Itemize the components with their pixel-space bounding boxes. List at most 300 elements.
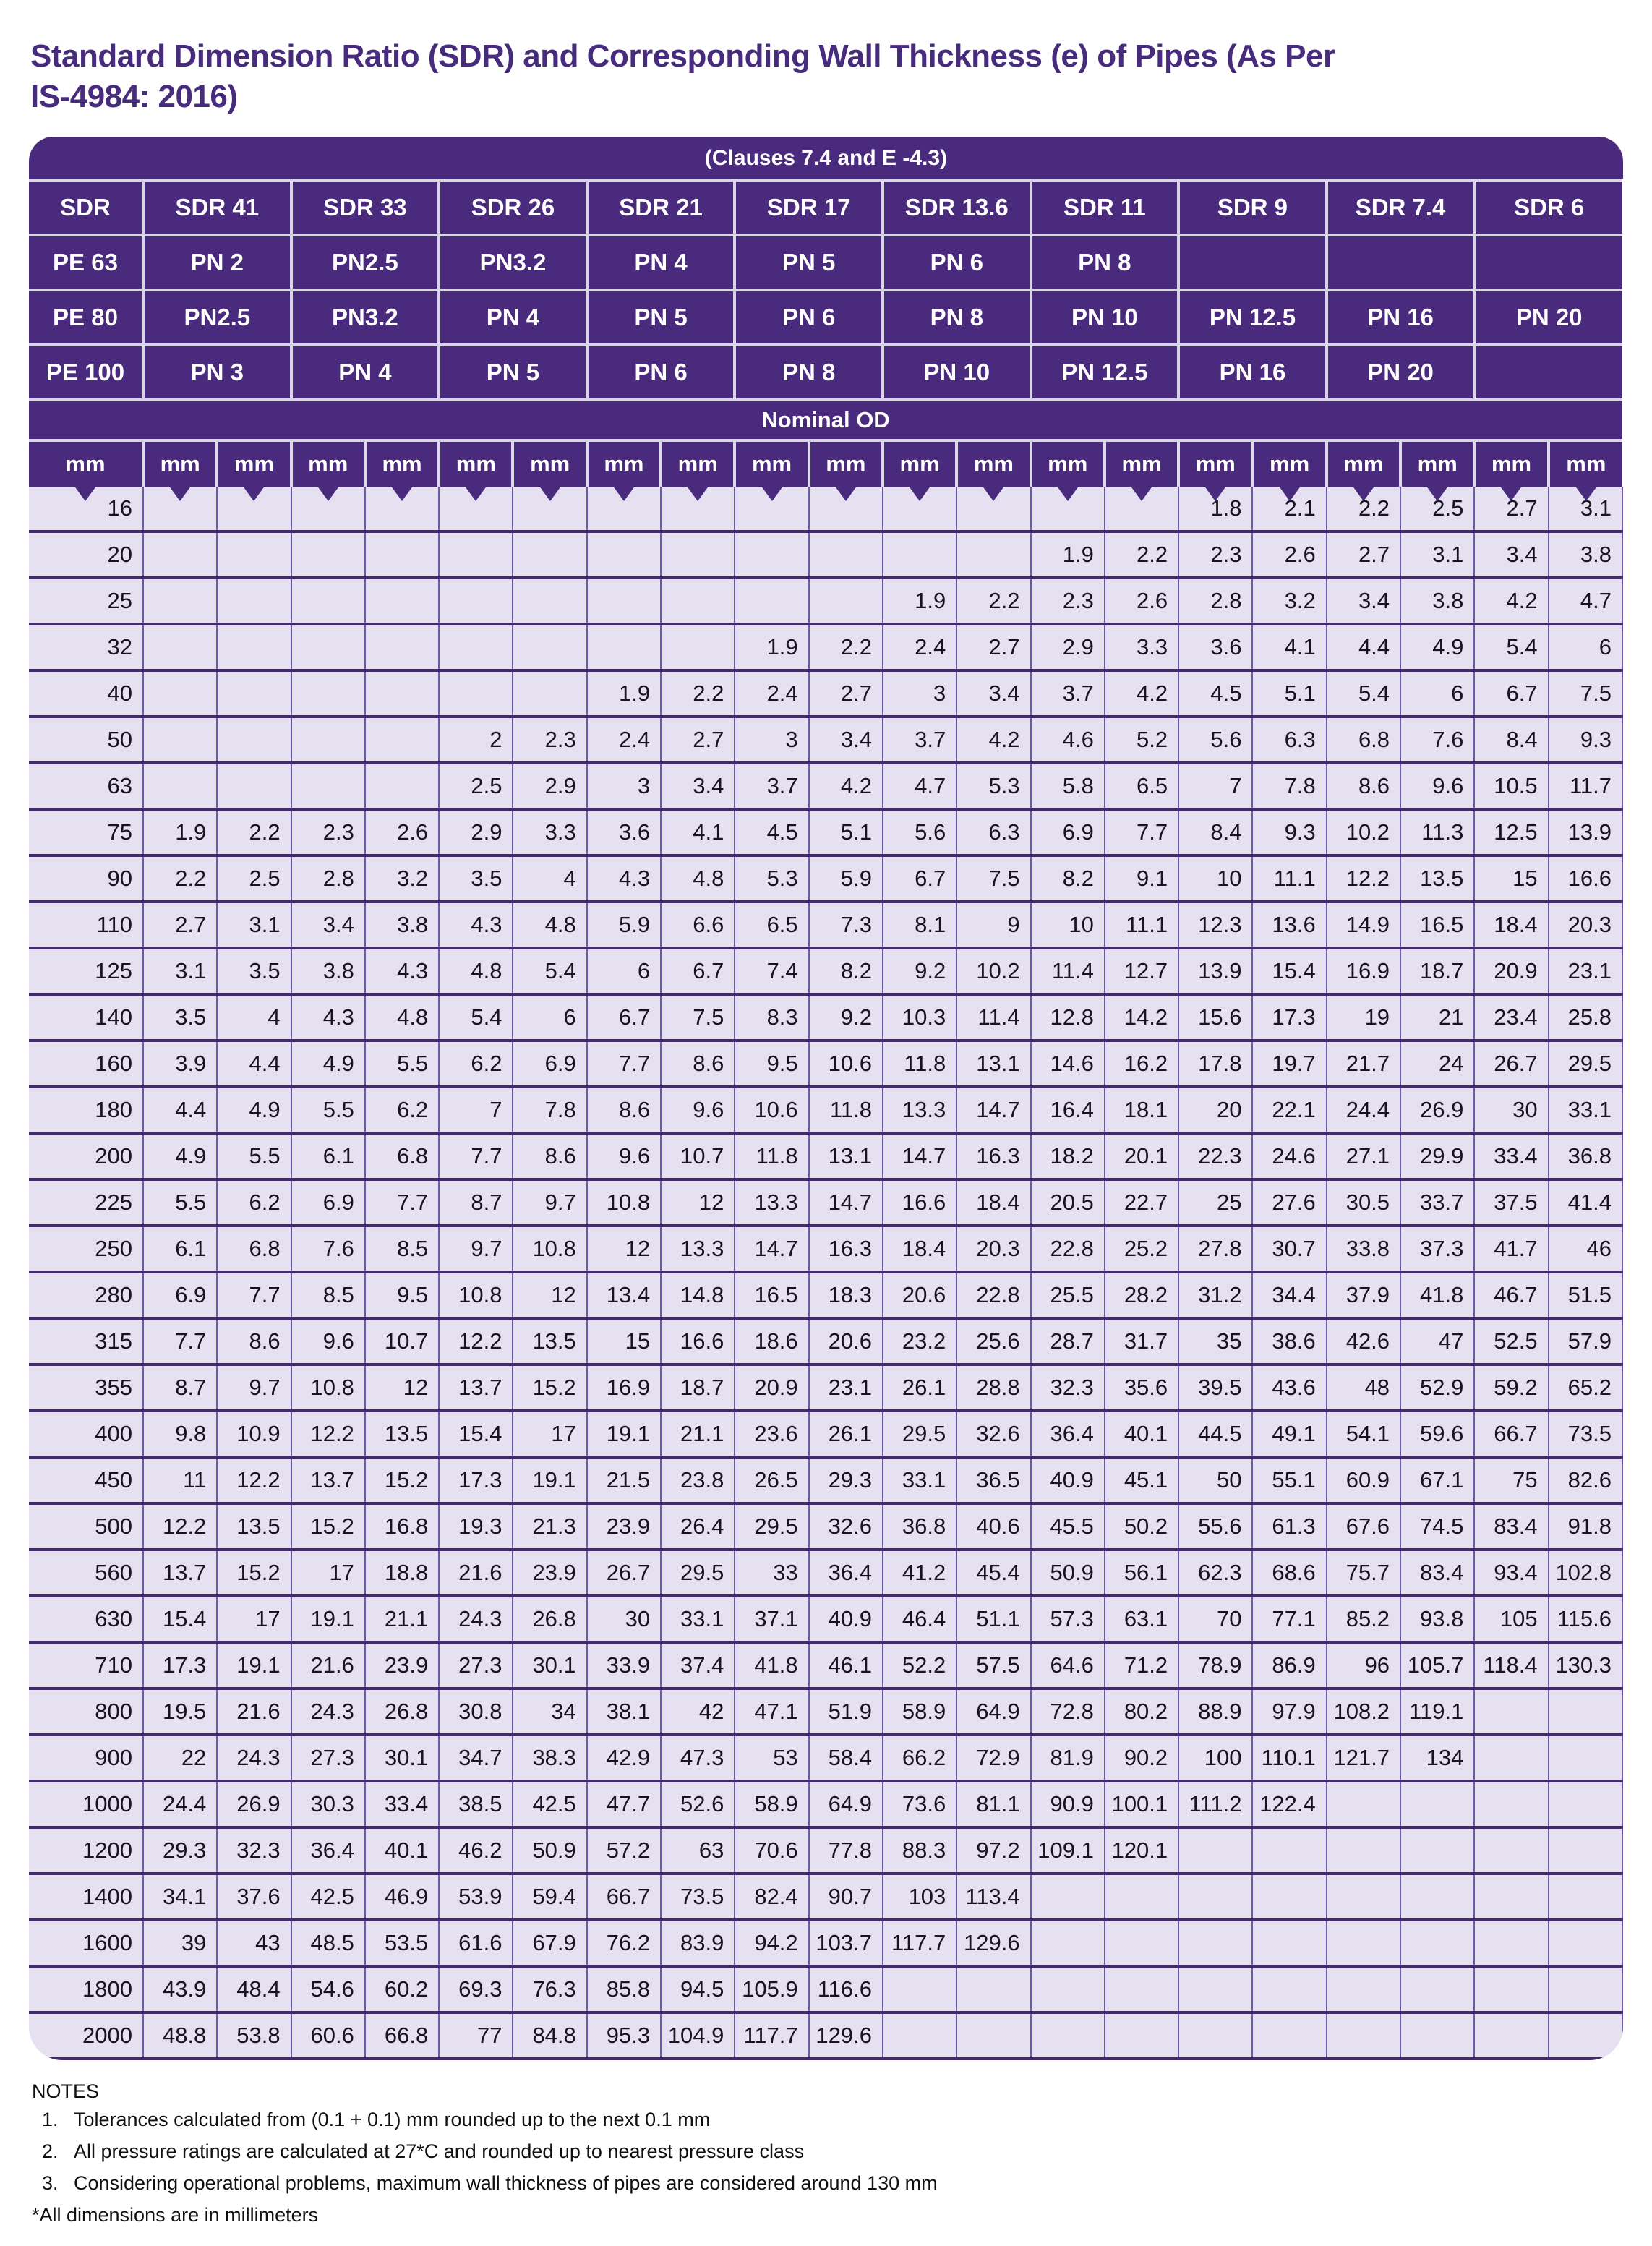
wall-thickness-cell: 16.3	[956, 1133, 1030, 1179]
wall-thickness-cell: 12	[661, 1179, 735, 1226]
wall-thickness-cell: 28.2	[1105, 1272, 1178, 1318]
wall-thickness-cell: 65.2	[1549, 1365, 1622, 1411]
wall-thickness-cell: 71.2	[1105, 1642, 1178, 1688]
arrow-down-icon	[242, 485, 265, 501]
wall-thickness-cell: 6.1	[291, 1133, 365, 1179]
wall-thickness-cell	[1549, 1966, 1622, 2012]
wall-thickness-cell	[217, 670, 291, 717]
wall-thickness-cell: 57.5	[956, 1642, 1030, 1688]
wall-thickness-cell	[1474, 1781, 1548, 1827]
pe-grade-label: PE 100	[29, 345, 143, 400]
wall-thickness-cell: 18.8	[365, 1550, 439, 1596]
wall-thickness-cell: 3.1	[143, 948, 217, 994]
wall-thickness-cell: 9.6	[291, 1318, 365, 1365]
wall-thickness-cell: 88.9	[1178, 1688, 1252, 1735]
wall-thickness-cell: 73.6	[883, 1781, 956, 1827]
wall-thickness-cell	[809, 578, 883, 624]
wall-thickness-cell: 1.9	[143, 809, 217, 855]
wall-thickness-cell: 24.3	[291, 1688, 365, 1735]
wall-thickness-cell	[1252, 1920, 1326, 1966]
wall-thickness-cell: 47	[1400, 1318, 1474, 1365]
wall-thickness-cell: 20.3	[1549, 902, 1622, 948]
wall-thickness-cell: 33.4	[365, 1781, 439, 1827]
wall-thickness-cell: 83.4	[1400, 1550, 1474, 1596]
wall-thickness-cell: 23.4	[1474, 994, 1548, 1041]
wall-thickness-cell: 3.2	[1252, 578, 1326, 624]
wall-thickness-cell: 109.1	[1031, 1827, 1105, 1874]
wall-thickness-cell: 52.6	[661, 1781, 735, 1827]
wall-thickness-cell: 15	[1474, 855, 1548, 902]
wall-thickness-cell: 66.8	[365, 2012, 439, 2059]
wall-thickness-cell: 6	[1549, 624, 1622, 670]
wall-thickness-cell: 48	[1327, 1365, 1400, 1411]
wall-thickness-cell: 19	[1327, 994, 1400, 1041]
wall-thickness-cell: 12.2	[217, 1457, 291, 1503]
wall-thickness-cell: 57.3	[1031, 1596, 1105, 1642]
wall-thickness-cell	[1178, 1827, 1252, 1874]
table-row	[29, 180, 1622, 235]
wall-thickness-cell: 6.8	[365, 1133, 439, 1179]
nominal-od-value: 2000	[29, 2012, 143, 2059]
wall-thickness-cell: 7.6	[291, 1226, 365, 1272]
wall-thickness-cell: 21.1	[365, 1596, 439, 1642]
wall-thickness-cell: 95.3	[587, 2012, 661, 2059]
wall-thickness-cell: 2.2	[217, 809, 291, 855]
wall-thickness-cell: 16.3	[809, 1226, 883, 1272]
wall-thickness-cell: 20.6	[809, 1318, 883, 1365]
wall-thickness-cell	[365, 578, 439, 624]
unit-cell	[291, 440, 365, 487]
unit-label: mm	[530, 451, 570, 477]
wall-thickness-cell: 24	[1400, 1041, 1474, 1087]
table-row	[29, 1642, 1622, 1688]
wall-thickness-cell: 45.4	[956, 1550, 1030, 1596]
wall-thickness-cell: 9.7	[513, 1179, 586, 1226]
wall-thickness-cell	[1474, 1920, 1548, 1966]
wall-thickness-cell: 115.6	[1549, 1596, 1622, 1642]
pe-grade-label: PE 80	[29, 290, 143, 345]
wall-thickness-cell: 3.7	[1031, 670, 1105, 717]
wall-thickness-cell: 57.9	[1549, 1318, 1622, 1365]
unit-cell	[956, 440, 1030, 487]
table-row	[29, 1827, 1622, 1874]
wall-thickness-cell	[513, 578, 586, 624]
wall-thickness-cell: 4.9	[291, 1041, 365, 1087]
wall-thickness-cell: 21.3	[513, 1503, 586, 1550]
wall-thickness-cell: 43	[217, 1920, 291, 1966]
wall-thickness-cell: 119.1	[1400, 1688, 1474, 1735]
wall-thickness-cell: 32.6	[956, 1411, 1030, 1457]
wall-thickness-cell: 3.7	[883, 717, 956, 763]
wall-thickness-cell: 12.2	[439, 1318, 513, 1365]
unit-label: mm	[1121, 451, 1162, 477]
wall-thickness-cell: 14.7	[735, 1226, 808, 1272]
wall-thickness-cell: 16.4	[1031, 1087, 1105, 1133]
wall-thickness-cell: 37.5	[1474, 1179, 1548, 1226]
wall-thickness-cell: 7.5	[661, 994, 735, 1041]
wall-thickness-cell: 12.8	[1031, 994, 1105, 1041]
nominal-od-value: 160	[29, 1041, 143, 1087]
wall-thickness-cell: 37.6	[217, 1874, 291, 1920]
wall-thickness-cell: 20.3	[956, 1226, 1030, 1272]
wall-thickness-cell	[1252, 1827, 1326, 1874]
wall-thickness-cell: 37.1	[735, 1596, 808, 1642]
pn-rating-cell: PN 2	[143, 235, 291, 290]
wall-thickness-cell	[661, 624, 735, 670]
wall-thickness-cell: 53.8	[217, 2012, 291, 2059]
wall-thickness-cell: 17.3	[439, 1457, 513, 1503]
wall-thickness-cell: 11.4	[956, 994, 1030, 1041]
unit-cell	[587, 440, 661, 487]
wall-thickness-cell: 29.5	[883, 1411, 956, 1457]
pn-rating-cell: PN2.5	[291, 235, 440, 290]
arrow-down-icon	[390, 485, 414, 501]
wall-thickness-cell: 35	[1178, 1318, 1252, 1365]
wall-thickness-cell: 10	[1031, 902, 1105, 948]
wall-thickness-cell	[1474, 1688, 1548, 1735]
wall-thickness-cell: 2.7	[661, 717, 735, 763]
wall-thickness-cell: 105	[1474, 1596, 1548, 1642]
wall-thickness-cell: 18.1	[1105, 1087, 1178, 1133]
wall-thickness-cell: 48.5	[291, 1920, 365, 1966]
wall-thickness-cell	[1327, 1781, 1400, 1827]
wall-thickness-cell: 33.1	[1549, 1087, 1622, 1133]
table-row	[29, 1874, 1622, 1920]
wall-thickness-cell: 5.3	[956, 763, 1030, 809]
wall-thickness-cell	[1400, 1874, 1474, 1920]
wall-thickness-cell: 27.6	[1252, 1179, 1326, 1226]
wall-thickness-cell	[1105, 1920, 1178, 1966]
arrow-down-icon	[1204, 485, 1227, 501]
wall-thickness-cell: 8.6	[587, 1087, 661, 1133]
wall-thickness-cell	[1178, 1920, 1252, 1966]
wall-thickness-cell	[365, 717, 439, 763]
unit-cell	[661, 440, 735, 487]
wall-thickness-cell: 7	[1178, 763, 1252, 809]
wall-thickness-cell: 6.9	[513, 1041, 586, 1087]
wall-thickness-cell: 29.5	[735, 1503, 808, 1550]
unit-cell	[883, 440, 956, 487]
wall-thickness-cell	[1105, 1874, 1178, 1920]
wall-thickness-cell: 12	[513, 1272, 586, 1318]
table-row	[29, 1966, 1622, 2012]
pn-rating-cell: PN 16	[1178, 345, 1327, 400]
wall-thickness-cell: 10.8	[291, 1365, 365, 1411]
wall-thickness-cell	[143, 624, 217, 670]
wall-thickness-cell: 102.8	[1549, 1550, 1622, 1596]
wall-thickness-cell: 14.7	[956, 1087, 1030, 1133]
table-row	[29, 1272, 1622, 1318]
wall-thickness-cell: 6.7	[587, 994, 661, 1041]
wall-thickness-cell: 2.3	[291, 809, 365, 855]
wall-thickness-cell: 17.8	[1178, 1041, 1252, 1087]
wall-thickness-cell: 13.1	[956, 1041, 1030, 1087]
wall-thickness-cell: 8.3	[735, 994, 808, 1041]
pn-rating-cell: PN 8	[735, 345, 883, 400]
wall-thickness-cell: 6.9	[1031, 809, 1105, 855]
wall-thickness-cell: 18.3	[809, 1272, 883, 1318]
unit-label: mm	[382, 451, 422, 477]
wall-thickness-cell: 5.9	[809, 855, 883, 902]
wall-thickness-cell: 97.9	[1252, 1688, 1326, 1735]
wall-thickness-cell: 4.1	[1252, 624, 1326, 670]
wall-thickness-cell: 61.6	[439, 1920, 513, 1966]
wall-thickness-cell: 26.7	[1474, 1041, 1548, 1087]
wall-thickness-cell: 37.3	[1400, 1226, 1474, 1272]
table-row	[29, 578, 1622, 624]
wall-thickness-cell: 6.8	[1327, 717, 1400, 763]
wall-thickness-cell: 40.9	[1031, 1457, 1105, 1503]
wall-thickness-cell: 55.6	[1178, 1503, 1252, 1550]
wall-thickness-cell: 73.5	[1549, 1411, 1622, 1457]
wall-thickness-cell: 5.5	[217, 1133, 291, 1179]
pn-rating-cell: PN 10	[1031, 290, 1179, 345]
wall-thickness-cell: 23.9	[513, 1550, 586, 1596]
wall-thickness-cell: 12	[365, 1365, 439, 1411]
pn-rating-cell: PN 20	[1474, 290, 1622, 345]
pn-rating-cell	[1474, 345, 1622, 400]
nominal-od-value: 355	[29, 1365, 143, 1411]
wall-thickness-cell: 8.6	[513, 1133, 586, 1179]
wall-thickness-cell: 4.3	[291, 994, 365, 1041]
wall-thickness-cell: 12.7	[1105, 948, 1178, 994]
wall-thickness-cell: 16.6	[661, 1318, 735, 1365]
pn-rating-cell: PN 12.5	[1031, 345, 1179, 400]
wall-thickness-cell: 72.9	[956, 1735, 1030, 1781]
wall-thickness-cell: 18.4	[883, 1226, 956, 1272]
wall-thickness-cell: 6	[513, 994, 586, 1041]
wall-thickness-cell: 30.5	[1327, 1179, 1400, 1226]
wall-thickness-cell: 22	[143, 1735, 217, 1781]
wall-thickness-cell: 5.5	[291, 1087, 365, 1133]
wall-thickness-cell: 52.2	[883, 1642, 956, 1688]
wall-thickness-cell: 2.2	[1105, 531, 1178, 578]
wall-thickness-cell: 36.5	[956, 1457, 1030, 1503]
wall-thickness-cell: 40.1	[1105, 1411, 1178, 1457]
wall-thickness-cell: 100.1	[1105, 1781, 1178, 1827]
wall-thickness-cell: 13.7	[291, 1457, 365, 1503]
wall-thickness-cell: 30.3	[291, 1781, 365, 1827]
wall-thickness-cell: 16.9	[1327, 948, 1400, 994]
wall-thickness-cell	[1252, 1966, 1326, 2012]
wall-thickness-cell: 8.7	[143, 1365, 217, 1411]
wall-thickness-cell: 3.4	[809, 717, 883, 763]
table-row	[29, 1920, 1622, 1966]
table-row	[29, 290, 1622, 345]
arrow-down-icon	[908, 485, 931, 501]
wall-thickness-cell: 3	[883, 670, 956, 717]
wall-thickness-cell: 41.2	[883, 1550, 956, 1596]
wall-thickness-cell: 43.9	[143, 1966, 217, 2012]
table-row	[29, 487, 1622, 531]
pn-rating-cell: PN 6	[883, 235, 1031, 290]
table-row	[29, 1688, 1622, 1735]
wall-thickness-cell: 11.7	[1549, 763, 1622, 809]
table-row	[29, 1550, 1622, 1596]
wall-thickness-cell: 5.5	[143, 1179, 217, 1226]
sdr-wall-thickness-table	[29, 179, 1623, 2060]
wall-thickness-cell: 129.6	[809, 2012, 883, 2059]
wall-thickness-cell: 7.5	[956, 855, 1030, 902]
wall-thickness-cell: 103	[883, 1874, 956, 1920]
wall-thickness-cell: 42.5	[513, 1781, 586, 1827]
wall-thickness-cell: 37.4	[661, 1642, 735, 1688]
wall-thickness-cell	[1327, 2012, 1400, 2059]
wall-thickness-cell: 17	[513, 1411, 586, 1457]
wall-thickness-cell: 103.7	[809, 1920, 883, 1966]
pn-rating-cell: PN 20	[1327, 345, 1475, 400]
unit-label: mm	[455, 451, 496, 477]
wall-thickness-cell: 5.8	[1031, 763, 1105, 809]
nominal-od-value: 800	[29, 1688, 143, 1735]
wall-thickness-cell: 20.1	[1105, 1133, 1178, 1179]
wall-thickness-cell	[1031, 1920, 1105, 1966]
nominal-od-value: 710	[29, 1642, 143, 1688]
wall-thickness-cell: 23.9	[365, 1642, 439, 1688]
unit-label: mm	[308, 451, 348, 477]
wall-thickness-cell: 2.2	[143, 855, 217, 902]
wall-thickness-cell: 67.6	[1327, 1503, 1400, 1550]
wall-thickness-cell: 2.4	[735, 670, 808, 717]
wall-thickness-cell: 40.9	[809, 1596, 883, 1642]
unit-cell	[1327, 440, 1400, 487]
wall-thickness-cell: 18.7	[1400, 948, 1474, 994]
wall-thickness-cell: 23.1	[809, 1365, 883, 1411]
wall-thickness-cell	[291, 578, 365, 624]
nominal-od-value: 400	[29, 1411, 143, 1457]
wall-thickness-cell: 48.4	[217, 1966, 291, 2012]
wall-thickness-cell: 16.5	[1400, 902, 1474, 948]
nominal-od-value: 25	[29, 578, 143, 624]
wall-thickness-cell: 8.6	[217, 1318, 291, 1365]
wall-thickness-cell: 27.3	[439, 1642, 513, 1688]
wall-thickness-cell	[1549, 1827, 1622, 1874]
wall-thickness-cell: 28.7	[1031, 1318, 1105, 1365]
wall-thickness-cell: 10.5	[1474, 763, 1548, 809]
wall-thickness-cell: 129.6	[956, 1920, 1030, 1966]
wall-thickness-cell	[1252, 1874, 1326, 1920]
wall-thickness-cell: 5.6	[883, 809, 956, 855]
wall-thickness-cell: 7.3	[809, 902, 883, 948]
unit-cell	[1252, 440, 1326, 487]
wall-thickness-cell: 14.7	[883, 1133, 956, 1179]
table-row	[29, 809, 1622, 855]
table-row	[29, 1133, 1622, 1179]
wall-thickness-cell: 2.7	[956, 624, 1030, 670]
pn-rating-cell: PN 8	[1031, 235, 1179, 290]
wall-thickness-cell: 100	[1178, 1735, 1252, 1781]
wall-thickness-cell: 10.8	[439, 1272, 513, 1318]
wall-thickness-cell: 36.4	[809, 1550, 883, 1596]
nominal-od-value: 180	[29, 1087, 143, 1133]
table-row	[29, 1226, 1622, 1272]
wall-thickness-cell: 46.1	[809, 1642, 883, 1688]
wall-thickness-cell: 77.1	[1252, 1596, 1326, 1642]
wall-thickness-cell: 15.2	[291, 1503, 365, 1550]
wall-thickness-cell: 10.8	[513, 1226, 586, 1272]
wall-thickness-cell: 26.7	[587, 1550, 661, 1596]
wall-thickness-cell: 36.8	[1549, 1133, 1622, 1179]
pn-rating-cell: PN 3	[143, 345, 291, 400]
wall-thickness-cell: 10.3	[883, 994, 956, 1041]
wall-thickness-cell: 8.6	[1327, 763, 1400, 809]
table-row	[29, 1365, 1622, 1411]
wall-thickness-cell: 4.3	[365, 948, 439, 994]
pn-rating-cell: PN 8	[883, 290, 1031, 345]
wall-thickness-cell: 66.7	[587, 1874, 661, 1920]
wall-thickness-cell	[217, 763, 291, 809]
wall-thickness-cell: 75	[1474, 1457, 1548, 1503]
wall-thickness-cell: 77	[439, 2012, 513, 2059]
wall-thickness-cell: 4.7	[1549, 578, 1622, 624]
table-row	[29, 717, 1622, 763]
wall-thickness-cell: 16.9	[587, 1365, 661, 1411]
wall-thickness-cell	[143, 670, 217, 717]
wall-thickness-cell: 21.7	[1327, 1041, 1400, 1087]
wall-thickness-cell: 61.3	[1252, 1503, 1326, 1550]
wall-thickness-cell: 1.9	[1031, 531, 1105, 578]
wall-thickness-cell: 70	[1178, 1596, 1252, 1642]
unit-label: mm	[1270, 451, 1310, 477]
wall-thickness-cell: 7.7	[439, 1133, 513, 1179]
arrow-down-icon	[1499, 485, 1523, 501]
wall-thickness-cell: 7.7	[143, 1318, 217, 1365]
wall-thickness-cell: 67.9	[513, 1920, 586, 1966]
wall-thickness-cell: 25.6	[956, 1318, 1030, 1365]
nominal-od-banner: Nominal OD	[29, 400, 1622, 440]
wall-thickness-cell: 14.7	[809, 1179, 883, 1226]
wall-thickness-cell: 33.4	[1474, 1133, 1548, 1179]
unit-cell	[735, 440, 808, 487]
nominal-od-value: 1200	[29, 1827, 143, 1874]
wall-thickness-cell: 5.3	[735, 855, 808, 902]
wall-thickness-cell: 9.7	[439, 1226, 513, 1272]
pn-rating-cell: PN 4	[439, 290, 587, 345]
nominal-od-value: 1000	[29, 1781, 143, 1827]
unit-label: mm	[1195, 451, 1236, 477]
wall-thickness-cell: 15.4	[143, 1596, 217, 1642]
wall-thickness-cell: 45.5	[1031, 1503, 1105, 1550]
wall-thickness-cell: 55.1	[1252, 1457, 1326, 1503]
wall-thickness-cell: 27.1	[1327, 1133, 1400, 1179]
wall-thickness-cell	[1549, 2012, 1622, 2059]
wall-thickness-cell: 19.1	[587, 1411, 661, 1457]
arrow-down-icon	[1426, 485, 1449, 501]
wall-thickness-cell: 10	[1178, 855, 1252, 902]
wall-thickness-cell: 47.1	[735, 1688, 808, 1735]
wall-thickness-cell	[661, 531, 735, 578]
wall-thickness-cell: 83.4	[1474, 1503, 1548, 1550]
wall-thickness-cell: 19.1	[513, 1457, 586, 1503]
wall-thickness-cell: 25.2	[1105, 1226, 1178, 1272]
wall-thickness-cell: 8.6	[661, 1041, 735, 1087]
unit-label: mm	[751, 451, 792, 477]
wall-thickness-cell	[883, 2012, 956, 2059]
page-title	[30, 36, 1623, 118]
wall-thickness-cell: 7.5	[1549, 670, 1622, 717]
table-row	[29, 670, 1622, 717]
wall-thickness-cell: 10.2	[956, 948, 1030, 994]
unit-cell	[513, 440, 586, 487]
page-title-line1: Standard Dimension Ratio (SDR) and Corresponding Wall Thickness (e) of Pipes (As Per	[30, 38, 1335, 74]
wall-thickness-cell: 4.4	[1327, 624, 1400, 670]
wall-thickness-cell	[217, 578, 291, 624]
wall-thickness-cell: 12.2	[143, 1503, 217, 1550]
wall-thickness-cell: 130.3	[1549, 1642, 1622, 1688]
wall-thickness-cell: 7.8	[1252, 763, 1326, 809]
wall-thickness-cell: 27.3	[291, 1735, 365, 1781]
sdr-group-header: SDR 17	[735, 180, 883, 235]
